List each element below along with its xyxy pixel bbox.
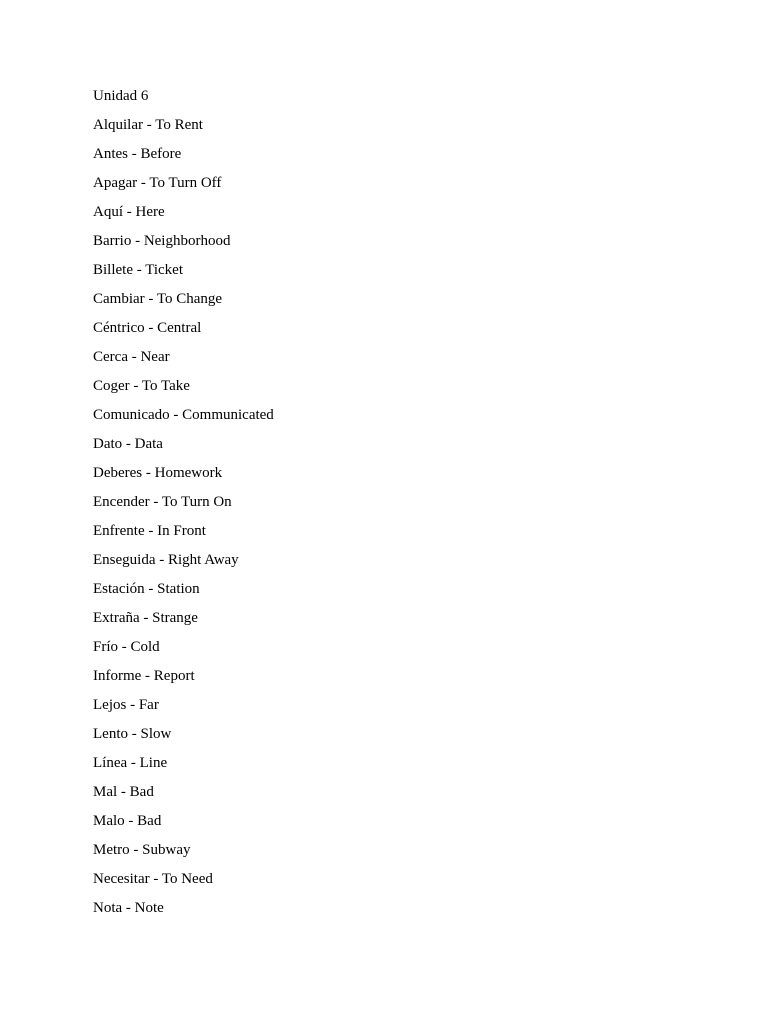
list-item: Malo - Bad <box>93 813 162 829</box>
list-item: Antes - Before <box>93 146 182 162</box>
list-item: Cambiar - To Change <box>93 291 223 307</box>
list-item: Nota - Note <box>93 900 164 916</box>
list-item: Necesitar - To Need <box>93 871 213 887</box>
list-item: Coger - To Take <box>93 378 190 394</box>
list-item: Comunicado - Communicated <box>93 407 274 423</box>
document-page <box>93 85 713 926</box>
list-item: Informe - Report <box>93 668 195 684</box>
list-item: Encender - To Turn On <box>93 494 232 510</box>
list-item: Barrio - Neighborhood <box>93 233 231 249</box>
vocabulary-list <box>93 114 713 926</box>
list-item: Metro - Subway <box>93 842 191 858</box>
list-item: Aquí - Here <box>93 204 165 220</box>
list-item: Deberes - Homework <box>93 465 223 481</box>
list-item: Mal - Bad <box>93 784 154 800</box>
list-item: Lejos - Far <box>93 697 159 713</box>
list-item: Enseguida - Right Away <box>93 552 239 568</box>
page-title: Unidad 6 <box>93 88 149 104</box>
list-item: Cerca - Near <box>93 349 170 365</box>
list-item: Apagar - To Turn Off <box>93 175 222 191</box>
list-item: Billete - Ticket <box>93 262 183 278</box>
list-item: Alquilar - To Rent <box>93 117 203 133</box>
list-item: Extraña - Strange <box>93 610 198 626</box>
list-item: Dato - Data <box>93 436 163 452</box>
list-item: Frío - Cold <box>93 639 160 655</box>
list-item: Enfrente - In Front <box>93 523 206 539</box>
list-item: Línea - Line <box>93 755 168 771</box>
list-item: Lento - Slow <box>93 726 172 742</box>
list-item: Estación - Station <box>93 581 200 597</box>
list-item: Céntrico - Central <box>93 320 202 336</box>
